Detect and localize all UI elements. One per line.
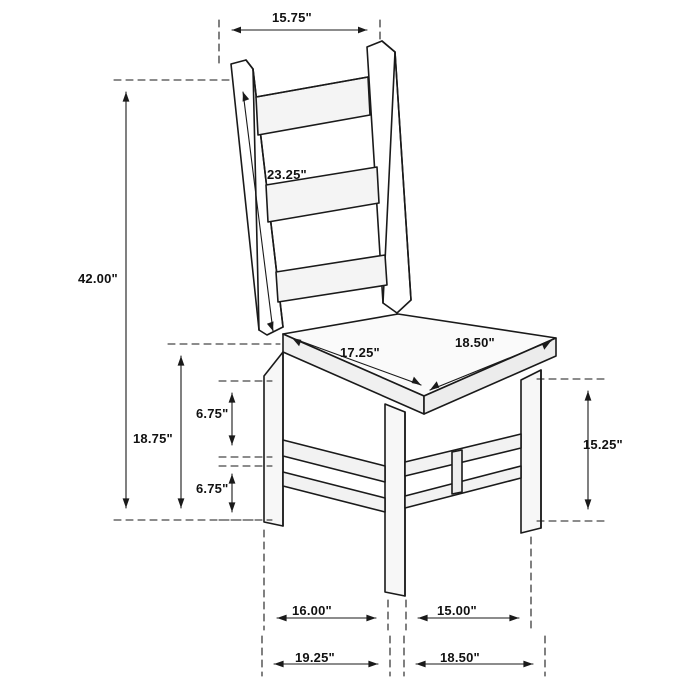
label-upper-stretcher-gap: 6.75" xyxy=(196,406,229,421)
label-top-back-width: 15.75" xyxy=(272,10,312,25)
chair-rear-right-leg xyxy=(521,370,541,533)
label-overall-width: 19.25" xyxy=(295,650,335,665)
chair-stretcher-joint xyxy=(452,450,462,494)
dim-top-width xyxy=(219,20,380,66)
chair-back-rail-lower xyxy=(276,255,387,302)
chair-side-stretcher-left xyxy=(283,440,385,512)
chair-back-slat-upper xyxy=(256,77,370,135)
label-front-leg-span: 16.00" xyxy=(292,603,332,618)
label-side-leg-span: 15.00" xyxy=(437,603,477,618)
chair-front-left-leg xyxy=(264,352,283,526)
label-seat-depth: 17.25" xyxy=(340,345,380,360)
label-overall-height: 42.00" xyxy=(78,271,118,286)
label-seat-height: 18.75" xyxy=(133,431,173,446)
chair-front-center-leg xyxy=(385,404,405,596)
label-seat-width: 18.50" xyxy=(455,335,495,350)
label-back-height: 23.25" xyxy=(267,167,307,182)
label-overall-depth: 18.50" xyxy=(440,650,480,665)
label-lower-stretcher-gap: 6.75" xyxy=(196,481,229,496)
dim-overall-height xyxy=(114,80,258,520)
label-side-apron-height: 15.25" xyxy=(583,437,623,452)
